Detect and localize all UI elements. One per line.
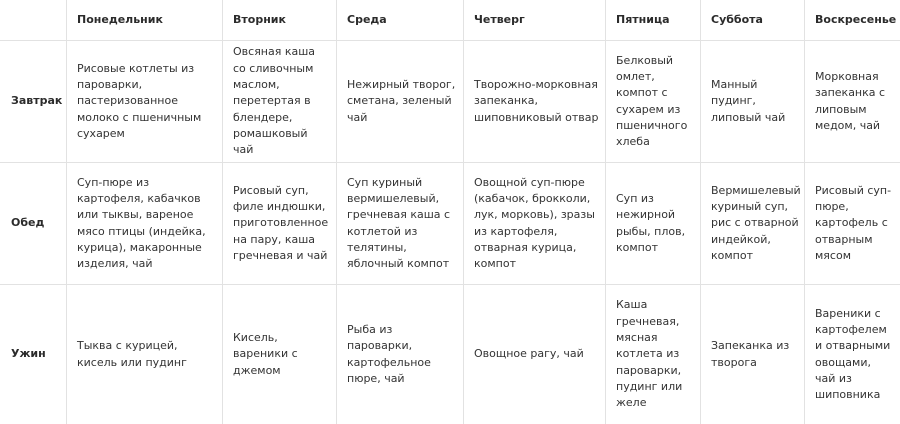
lunch-saturday: Вермишелевый куриный суп, рис с отварной индейкой, компот [701, 163, 805, 285]
row-header-breakfast: Завтрак [0, 41, 67, 163]
breakfast-wednesday: Нежирный творог, сметана, зеленый чай [337, 41, 464, 163]
header-day-sunday: Воскресенье [805, 0, 900, 41]
lunch-thursday: Овощной суп-пюре (кабачок, брокколи, лук, морковь), зразы из картофеля, отварная курица, компот [464, 163, 606, 285]
dinner-tuesday: Кисель, вареники с джемом [223, 285, 337, 424]
header-day-monday: Понедельник [67, 0, 223, 41]
lunch-wednesday: Суп куриный вермишелевый, гречневая каша с котлетой из телятины, яблочный компот [337, 163, 464, 285]
dinner-thursday: Овощное рагу, чай [464, 285, 606, 424]
lunch-tuesday: Рисовый суп, филе индюшки, приготовленное на пару, каша гречневая и чай [223, 163, 337, 285]
dinner-saturday: Запеканка из творога [701, 285, 805, 424]
lunch-sunday: Рисовый суп-пюре, картофель с отварным мясом [805, 163, 900, 285]
breakfast-monday: Рисовые котлеты из пароварки, пастеризованное молоко с пшеничным сухарем [67, 41, 223, 163]
header-corner [0, 0, 67, 41]
dinner-sunday: Вареники с картофелем и отварными овощами, чай из шиповника [815, 306, 891, 402]
header-day-saturday: Суббота [701, 0, 805, 41]
dinner-wednesday: Рыба из пароварки, картофельное пюре, чай [337, 285, 464, 424]
breakfast-thursday: Творожно-морковная запеканка, шиповниковый отвар [464, 41, 606, 163]
breakfast-friday: Белковый омлет, компот с сухарем из пшеничного хлеба [606, 41, 701, 163]
header-day-thursday: Четверг [464, 0, 606, 41]
breakfast-tuesday: Овсяная каша со сливочным маслом, перетертая в блендере, ромашковый чай [223, 41, 337, 163]
breakfast-sunday: Морковная запеканка с липовым медом, чай [805, 41, 900, 163]
row-header-lunch: Обед [0, 163, 67, 285]
dinner-friday: Каша гречневая, мясная котлета из пароварки, пудинг или желе [606, 285, 701, 424]
row-header-dinner: Ужин [0, 285, 67, 424]
header-day-wednesday: Среда [337, 0, 464, 41]
lunch-friday: Суп из нежирной рыбы, плов, компот [606, 163, 701, 285]
lunch-monday: Суп-пюре из картофеля, кабачков или тыквы, вареное мясо птицы (индейка, курица), макаронные изделия, чай [67, 163, 223, 285]
header-day-friday: Пятница [606, 0, 701, 41]
dinner-monday: Тыква с курицей, кисель или пудинг [67, 285, 223, 424]
breakfast-saturday: Манный пудинг, липовый чай [701, 41, 805, 163]
header-day-tuesday: Вторник [223, 0, 337, 41]
